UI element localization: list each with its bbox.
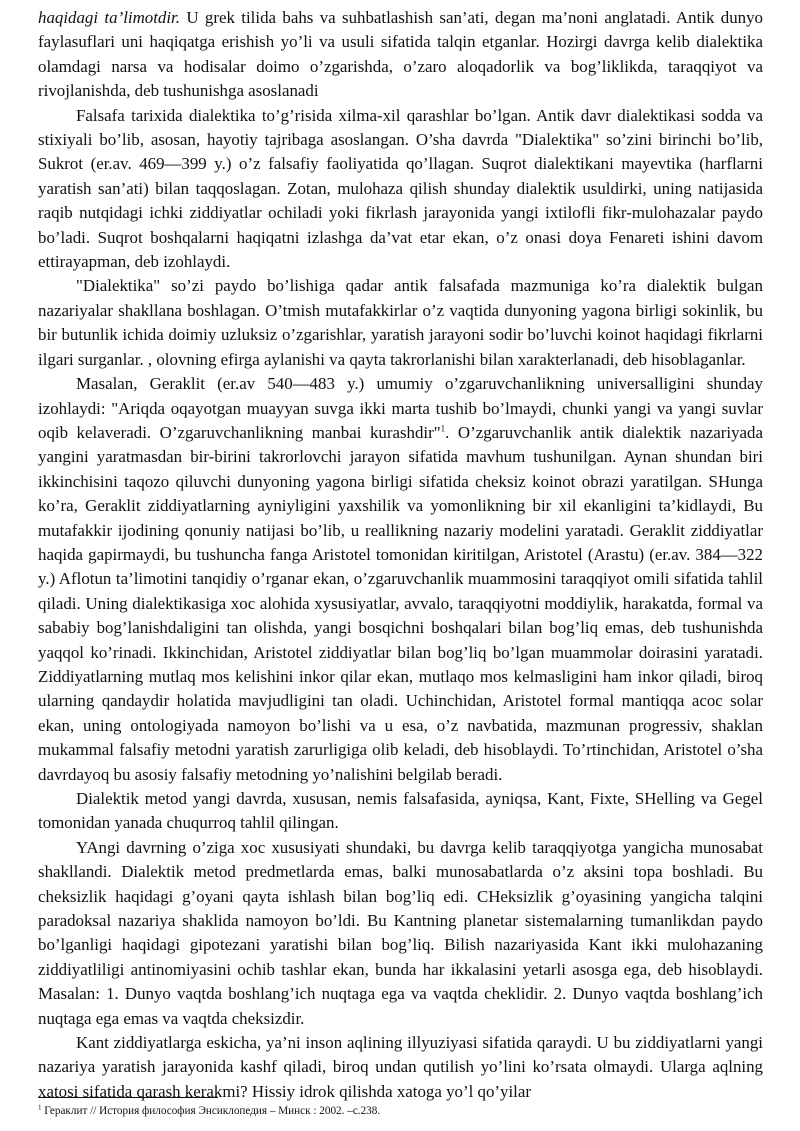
paragraph-4-text-before: Masalan, Geraklit (er.av 540—483 y.) umumiy o’zgaruvchanlikning universalligini shunday izohlaydi: "Ariqda oqayotgan muayyan suvga ikki marta tushib bo’lmaydi, chunki yangi va yangi suvlar oqib kelaveradi. O’zgaruvchanlikning manbai kurashdir" <box>38 374 763 442</box>
paragraph-2: Falsafa tarixida dialektika to’g’risida xilma-xil qarashlar bo’lgan. Antik davr dialektikasi sodda va stixiyali bo’lib, asosan, hayotiy tajribaga asoslangan. O’sha davrda "Dialektika" so’zini birinchi bo’lib, Sukrot (er.av. 469—399 y.) o’z falsafiy faoliyatida qo’llagan. Suqrot dialektikani mayevtika (harflarni yaratish san’ati) bilan taqqoslagan. Zotan, mulohaza qilish shunday dialektik usuldirki, uning natijasida raqib nutqidagi ichki ziddiyatlar ochiladi yoki fikrlash jarayonida yangi ixtilofli fikr-mulohazalar paydo bo’ladi. Suqrot boshqalarni haqiqatni izlashga da’vat etar ekan, o’z onasi doya Fenareti ishini davom ettirayapman, deb izohlaydi. <box>38 105 763 272</box>
paragraph-1 <box>38 0 763 104</box>
footnote-separator <box>38 1097 218 1098</box>
paragraph-6: YAngi davrning o’ziga xoc xususiyati shundaki, bu davrga kelib taraqqiyotga yangicha munosabat shakllandi. Dialektik metod predmetlarda emas, balki munosabatlarda o’z aksini topa boshladi. Bu cheksizlik haqidagi g’oyani qayta ishlash bilan bog’liq edi. CHeksizlik g’oyasining yangicha talqini paradoksal nazariya shaklida namoyon bo’ldi. Bu Kantning planetar sistemalarning tumanlikdan paydo bo’lganligi haqidagi gipotezani yaratishi bilan bog’liq. Bilish nazariyasida Kant ikki mulohazaning ziddiyatliligi antinomiyasini ochib tashlar ekan, bunda har ikkalasini yetarli asosga ega, deb hisoblaydi. Masalan: 1. Dunyo vaqtda boshlang’ich nuqtaga ega va vaqtda cheklidir. 2. Dunyo vaqtda boshlang’ich nuqtaga ega emas va vaqtda cheksizdir. <box>38 837 763 1028</box>
footnote-reference[interactable]: 1 <box>440 423 446 434</box>
footnote-text: Гераклит // История философия Энсиклопедия – Минск : 2002. –с.238. <box>41 1105 381 1117</box>
footnote-mark: 1 <box>38 1103 42 1112</box>
paragraph-4 <box>38 372 763 787</box>
footnote <box>38 1104 763 1118</box>
paragraph-3: "Dialektika" so’zi paydo bo’lishiga qadar antik falsafada mazmuniga ko’ra dialektik bulgan nazariyalar shakllana boshlagan. O’tmish mutafakkirlar o’z vaqtida dunyoning yagona birligi sokinlik, bu bir butunlik ichida doimiy uzluksiz o’zgarishlar, yaratish jarayoni sodir bo’luvchi koinot haqidagi fikrlarni ilgari surganlar. , olovning efirga aylanishi va qayta takrorlanishi bilan xarakterlanadi, deb hisoblaganlar. <box>38 276 763 369</box>
paragraph-7: Kant ziddiyatlarga eskicha, ya’ni inson aqlining illyuziyasi sifatida qaraydi. U bu ziddiyatlarni yangi nazariya yaratish jarayonida kashf qiladi, biroq undan qutilish yo’lini ko’rsata olmaydi. Ularga aqlning xatosi sifatida qarash kerakmi? Hissiy idrok qilishda xatoga yo’l qo’yilar <box>38 1033 763 1101</box>
document-body <box>38 0 763 1104</box>
paragraph-5: Dialektik metod yangi davrda, xususan, nemis falsafasida, ayniqsa, Kant, Fixte, SHelling va Gegel tomonidan yanada chuqurroq tahlil qilingan. <box>38 789 763 833</box>
paragraph-1-text: U grek tilida bahs va suhbatlashish san’ati, degan ma’noni anglatadi. Antik dunyo faylasuflari uni haqiqatga erishish yo’li va usuli sifatida talqin etganlar. Hozirgi davrga kelib dialektika olamdagi narsa va hodisalar doimo o’zgarishda, o’zaro aloqadorlik va bog’liklikda, taraqqiyot va rivojlanishda, deb tushunishga asoslanadi <box>38 8 764 101</box>
paragraph-1-italic-lead: haqidagi ta’limotdir. <box>38 8 180 27</box>
paragraph-4-text-after: . O’zgaruvchanlik antik dialektik nazariyada yangini yaratmasdan bir-birini takrorlovchi jarayon sifatida mavhum tushunilgan. Aynan shundan biri ikkinchisini taqozo qiluvchi dunyoning yagona birligi sifatida cheksiz koinot obrazi yaratilgan. SHunga ko’ra, Geraklit ziddiyatlarning ayniyligini yaxshilik va yomonlikning bir xil ekanligini ta’kidlaydi, Bu mutafakkir ijodining qonuniy natijasi bo’lib, u reallikning nazariy modelini yaratadi. Geraklit ziddiyatlar haqida gapirmaydi, bu tushuncha fanga Aristotel tomonidan kiritilgan, Aristotel (Arastu) (er.av. 384—322 y.) Aflotun ta’limotini tanqidiy o’rganar ekan, o’zgaruvchanlik muammosini taraqqiyot omili sifatida tahlil qiladi. Uning dialektikasiga xoc alohida xysusiyatlar, avvalo, taraqqiyotni moddiylik, harakatda, formal va sababiy bog’lanishdaligini tan olishda, yangi bosqichni boshqalari bilan bog’liq emas, deb tushunishda yaqqol ko’rinadi. Ikkinchidan, Aristotel ziddiyatlar bilan bog’liq bo’lgan muammolar doirasini yaratadi. Ziddiyatlarning mutlaq mos kelishini inkor qilar ekan, mutlaqo mos kelmasligini ham inkor qiladi, biroq ularning qandaydir holatida mavjudligini tan oladi. Uchinchidan, Aristotel formal mantiqqa acoc solar ekan, uning ontologiyada namoyon bo’lishi va u esa, o’z navbatida, mazmunan progressiv, shaklan mukammal falsafiy metodni yaratish zarurligiga olib keladi, deb hisoblaydi. To’rtinchidan, Aristotel o’sha davrdayoq bu asosiy falsafiy metodning yo’nalishini belgilab beradi. <box>38 422 763 784</box>
